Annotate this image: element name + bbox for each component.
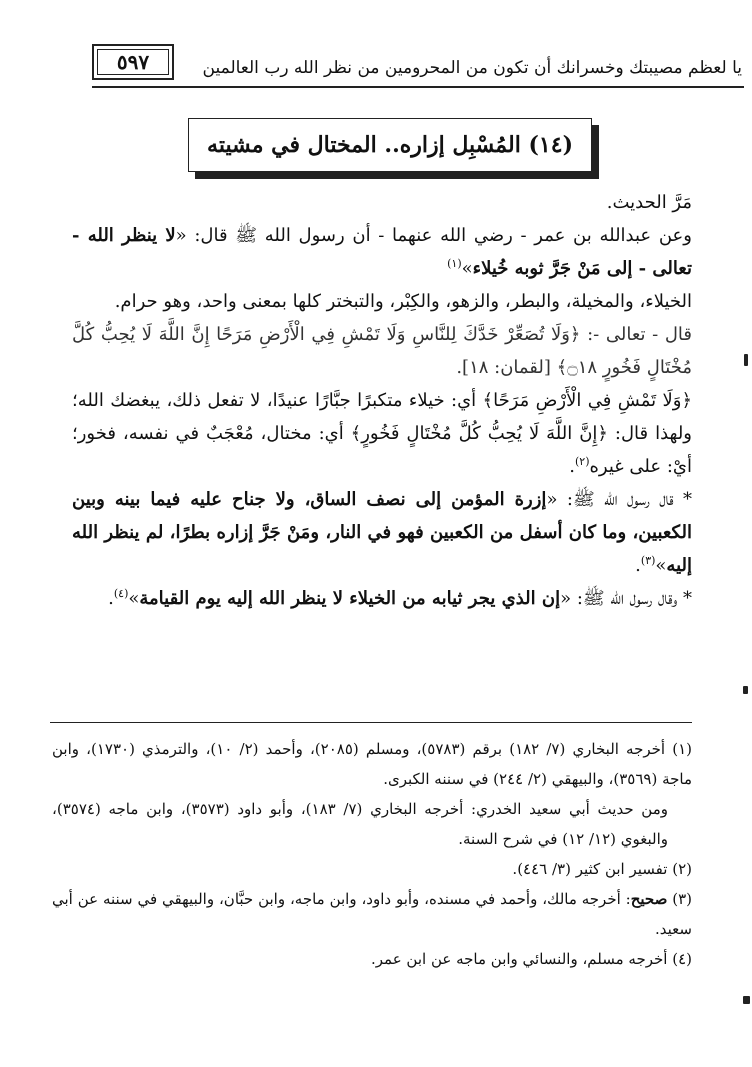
running-head bbox=[92, 44, 742, 84]
main-text bbox=[72, 186, 692, 615]
footnotes bbox=[52, 734, 692, 974]
tafsir-text: ﴿وَلَا تَمْشِ فِي الْأَرْضِ مَرَحًا﴾ أي: خيلاء متكبرًا جبَّارًا عنيدًا، لا تفعل ذلك، يبغضك الله؛ ولهذا قال: ﴿إِنَّ اللَّهَ لَا يُحِبُّ كُلَّ مُخْتَالٍ فَخُورٍ﴾ أي: مختال، مُعْجَبٌ في نفسه، فخور؛ أيْ: على غيره bbox=[72, 390, 692, 477]
tafsir-paragraph: ﴿وَلَا تَمْشِ فِي الْأَرْضِ مَرَحًا﴾ أي: خيلاء متكبرًا جبَّارًا عنيدًا، لا تفعل ذلك، يبغضك الله؛ ولهذا قال: ﴿إِنَّ اللَّهَ لَا يُحِبُّ كُلَّ مُخْتَالٍ فَخُورٍ﴾ أي: مختال، مُعْجَبٌ في نفسه، فخور؛ أيْ: على غيره$^{(٢)}$. bbox=[72, 390, 692, 477]
footnote-ref-1: (١) bbox=[447, 257, 462, 270]
footnote-ref-4: (٤) bbox=[113, 587, 129, 600]
hadith-2-text: إزرة المؤمن إلى نصف الساق، ولا جناح عليه فيما بينه وبين الكعبين، وما كان أسفل من الكعبين فهو في النار، ومَنْ جَرَّ إزاره بطرًا، لم ينظر الله إليه bbox=[72, 489, 692, 576]
section-title-box bbox=[188, 118, 592, 172]
footnote-1-continued: ومن حديث أبي سعيد الخدري: أخرجه البخاري (٧/ ١٨٣)، وأبو داود (٣٥٧٣)، وابن ماجه (٣٥٧٤)، والبغوي (١٢/ ١٢) في شرح السنة. bbox=[52, 800, 668, 848]
paragraph-3: الخيلاء، والمخيلة، والبطر، والزهو، والكِبْر، والتبختر كلها بمعنى واحد، وهو حرام. bbox=[114, 291, 692, 312]
footnote-3-text: : أخرجه مالك، وأحمد في مسنده، وأبو داود، وابن ماجه، وابن حبَّان، والبيهقي في سننه عن أبي سعيد. bbox=[52, 890, 692, 938]
hadith-intro: وعن عبدالله بن عمر - رضي الله عنهما - أن رسول الله ﷺ قال: « bbox=[175, 225, 692, 246]
paragraph-1: مَرَّ الحديث. bbox=[606, 192, 692, 213]
footnote-ref-3: (٣) bbox=[640, 554, 656, 567]
running-head-text: يا لعظم مصيبتك وخسرانك أن تكون من المحرومين من نظر الله رب العالمين bbox=[202, 58, 742, 78]
hadith-text: لا ينظر الله - تعالى - إلى مَنْ جَرَّ ثوبه خُيلاء bbox=[72, 225, 692, 279]
footnote-ref-2: (٢) bbox=[574, 455, 590, 468]
hadith-3-text: إن الذي يجر ثيابه من الخيلاء لا ينظر الله إليه يوم القيامة bbox=[139, 588, 561, 609]
footnote-3 bbox=[52, 884, 692, 944]
hadith-2-paragraph: * قال رسول الله ﷺ: «إزرة المؤمن إلى نصف الساق، ولا جناح عليه فيما بينه وبين الكعبين، وما كان أسفل من الكعبين فهو في النار، ومَنْ جَرَّ إزاره بطرًا، لم ينظر الله إليه»$^{(٣)}$. bbox=[72, 489, 693, 576]
quote-close: » bbox=[461, 258, 473, 279]
footnote-1: (١) أخرجه البخاري (٧/ ١٨٢) برقم (٥٧٨٣)، ومسلم (٢٠٨٥)، وأحمد (٢/ ١٠)، والترمذي (١٧٣٠)، وابن ماجة (٣٥٦٩)، والبيهقي (٢/ ٢٤٤) في سننه الكبرى. bbox=[52, 740, 692, 788]
quote-close: » bbox=[655, 555, 667, 576]
footnote-4: (٤) أخرجه مسلم، والنسائي وابن ماجه عن ابن عمر. bbox=[370, 950, 692, 968]
header-rule bbox=[92, 86, 744, 88]
footnote-separator bbox=[50, 722, 692, 723]
quran-verse-paragraph: قال - تعالى -: ﴿وَلَا تُصَعِّرْ خَدَّكَ لِلنَّاسِ وَلَا تَمْشِ فِي الْأَرْضِ مَرَحًا إِنَّ اللَّهَ لَا يُحِبُّ كُلَّ مُخْتَالٍ فَخُورٍ ۝١٨﴾ [لقمان: ١٨]. bbox=[72, 324, 692, 378]
hadith-2-intro: * قال رسول الله ﷺ: « bbox=[546, 489, 693, 510]
page-number-value: ٥٩٧ bbox=[116, 50, 150, 74]
page-number bbox=[92, 44, 174, 80]
grading-label: صحيح bbox=[630, 890, 668, 908]
hadith-3-paragraph: * وقال رسول الله ﷺ: «إن الذي يجر ثيابه من الخيلاء لا ينظر الله إليه يوم القيامة»$^{(٤)}$. bbox=[108, 587, 692, 609]
footnote-2: (٢) تفسير ابن كثير (٣/ ٤٤٦). bbox=[512, 860, 692, 878]
margin-mark bbox=[743, 996, 750, 1004]
footnote-3-number: (٣) bbox=[667, 890, 692, 908]
hadith-3-intro: * وقال رسول الله ﷺ: « bbox=[560, 588, 692, 609]
section-title: (١٤) المُسْبِل إزاره.. المختال في مشيته bbox=[207, 132, 573, 158]
quote-close: » bbox=[128, 588, 140, 609]
margin-mark bbox=[744, 354, 748, 366]
paragraph-2 bbox=[72, 219, 692, 285]
margin-mark bbox=[743, 686, 748, 694]
